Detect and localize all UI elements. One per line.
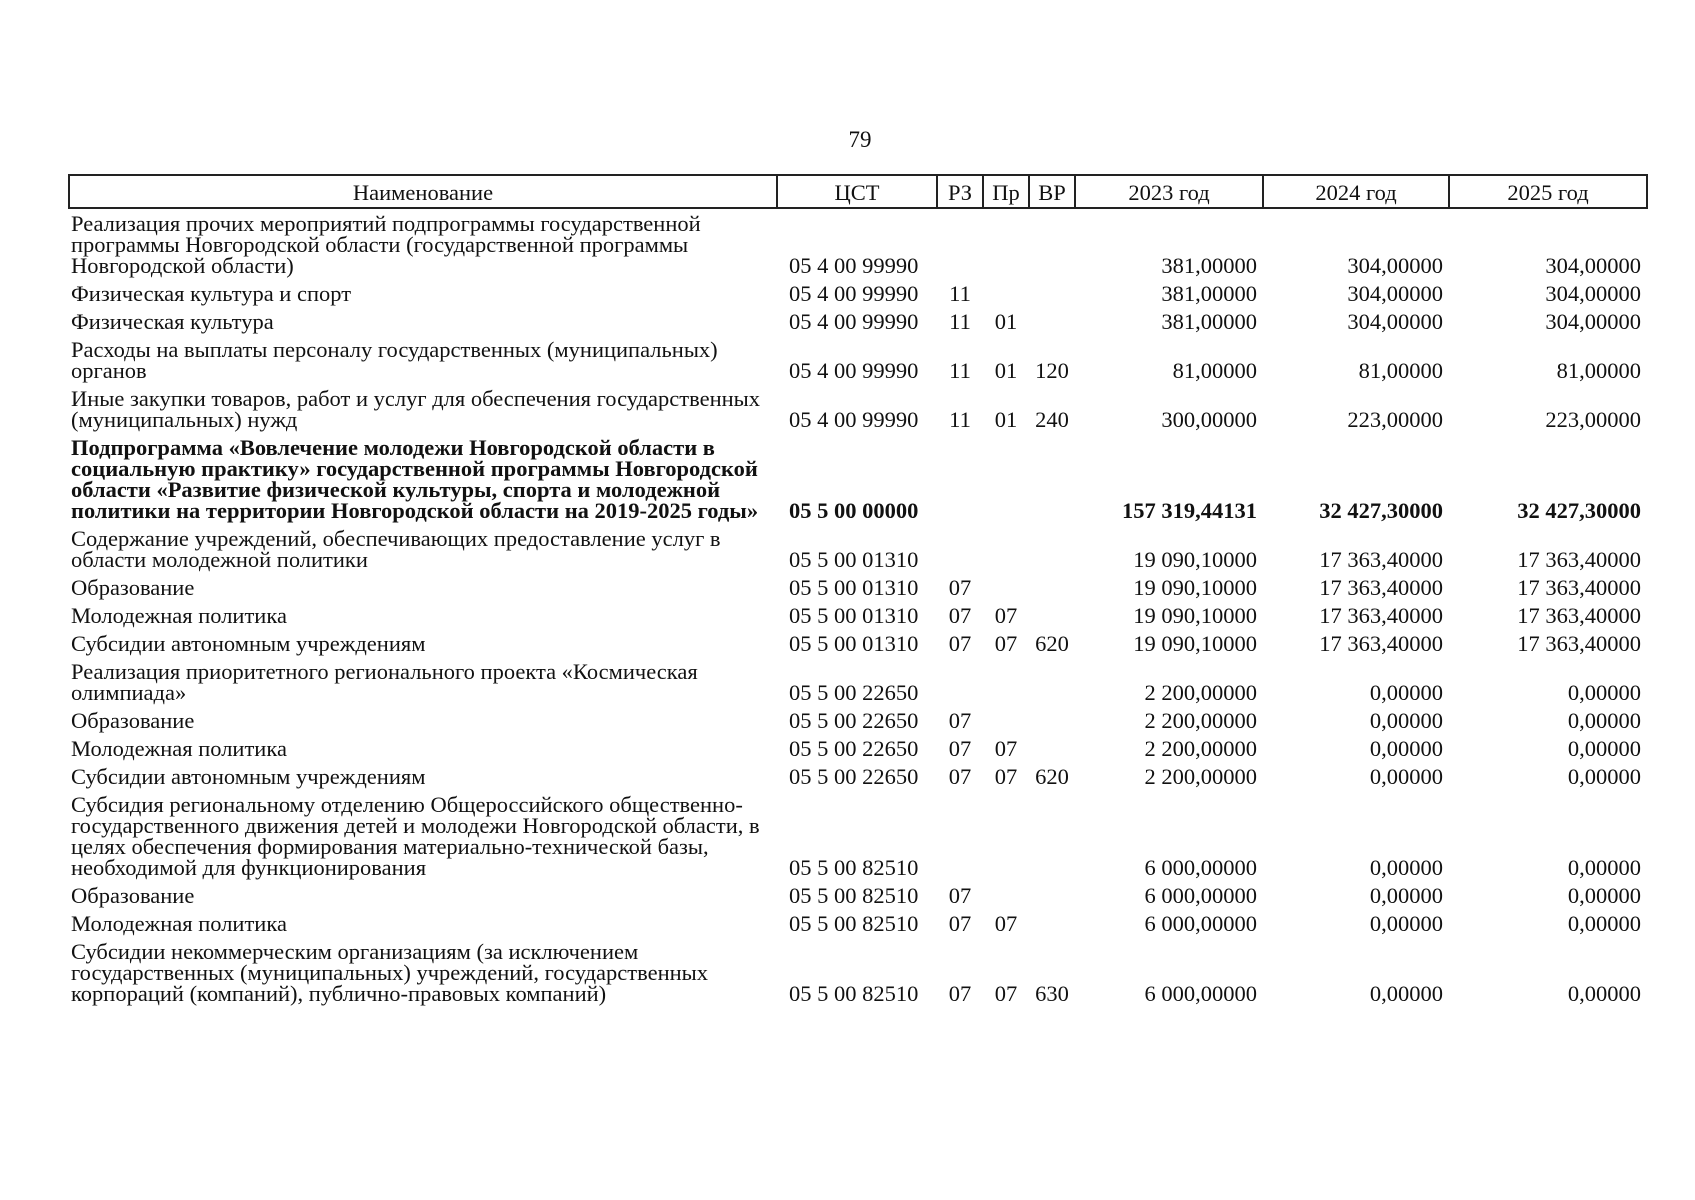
cell-rz [937, 524, 983, 573]
cell-rz: 07 [948, 764, 972, 789]
cell-2025: 0,00000 [1567, 764, 1641, 789]
cell-2023: 6 000,00000 [1144, 911, 1257, 936]
cell-2024: 0,00000 [1369, 883, 1443, 908]
cell-rz: 07 [948, 575, 972, 600]
cell-2023: 2 200,00000 [1144, 736, 1257, 761]
cell-pr [983, 208, 1029, 279]
table-row [69, 433, 1647, 524]
cell-2025: 17 363,40000 [1517, 631, 1641, 656]
cell-vr [1029, 657, 1075, 706]
budget-table [68, 174, 1648, 1007]
cell-name: Образование [71, 708, 195, 733]
cell-2023: 300,00000 [1161, 407, 1257, 432]
cell-2024: 304,00000 [1347, 281, 1443, 306]
cell-2025: 304,00000 [1545, 281, 1641, 306]
table-row [69, 524, 1647, 573]
cell-2024: 223,00000 [1347, 407, 1443, 432]
cell-rz: 07 [948, 708, 972, 733]
cell-2023: 2 200,00000 [1144, 764, 1257, 789]
cell-vr: 240 [1035, 407, 1069, 432]
cell-pr: 07 [994, 764, 1018, 789]
cell-vr [1029, 881, 1075, 909]
table-row [69, 657, 1647, 706]
table-header [69, 175, 1647, 208]
cell-pr: 07 [994, 736, 1018, 761]
cell-2023: 19 090,10000 [1133, 631, 1257, 656]
cell-name: Физическая культура [71, 309, 274, 334]
cell-name: Молодежная политика [71, 603, 287, 628]
cell-name: Образование [71, 883, 195, 908]
cell-pr: 07 [994, 981, 1018, 1006]
cell-vr [1029, 279, 1075, 307]
cell-rz [937, 208, 983, 279]
cell-rz: 07 [948, 883, 972, 908]
cell-vr [1029, 790, 1075, 881]
cell-vr: 620 [1035, 631, 1069, 656]
cell-cst: 05 5 00 01310 [789, 631, 919, 656]
cell-cst: 05 4 00 99990 [789, 407, 919, 432]
header-cst: ЦСТ [777, 175, 937, 208]
table-row [69, 762, 1647, 790]
table-row [69, 208, 1647, 279]
table-row [69, 881, 1647, 909]
cell-cst: 05 5 00 82510 [789, 883, 919, 908]
cell-name: Молодежная политика [71, 736, 287, 761]
table-row [69, 734, 1647, 762]
cell-name: Образование [71, 575, 195, 600]
cell-2023: 381,00000 [1161, 281, 1257, 306]
cell-2023: 381,00000 [1161, 309, 1257, 334]
cell-name: Субсидии автономным учреждениям [71, 631, 426, 656]
table-row [69, 573, 1647, 601]
cell-pr [983, 279, 1029, 307]
header-rz: РЗ [937, 175, 983, 208]
cell-cst: 05 5 00 22650 [789, 680, 919, 705]
cell-2024: 81,00000 [1358, 358, 1443, 383]
cell-vr [1029, 524, 1075, 573]
cell-pr [983, 706, 1029, 734]
cell-pr: 07 [994, 911, 1018, 936]
cell-vr [1029, 909, 1075, 937]
cell-2024: 0,00000 [1369, 981, 1443, 1006]
cell-2025: 0,00000 [1567, 855, 1641, 880]
cell-rz: 07 [948, 911, 972, 936]
table-row [69, 279, 1647, 307]
cell-rz: 07 [948, 603, 972, 628]
cell-2023: 157 319,44131 [1122, 498, 1257, 523]
cell-2025: 223,00000 [1545, 407, 1641, 432]
table-row [69, 307, 1647, 335]
cell-pr [983, 524, 1029, 573]
cell-vr [1029, 433, 1075, 524]
cell-pr [983, 573, 1029, 601]
cell-cst: 05 5 00 82510 [789, 855, 919, 880]
cell-2025: 304,00000 [1545, 309, 1641, 334]
cell-2025: 17 363,40000 [1517, 547, 1641, 572]
header-row [69, 175, 1647, 208]
cell-2023: 19 090,10000 [1133, 603, 1257, 628]
cell-2023: 2 200,00000 [1144, 708, 1257, 733]
cell-cst: 05 5 00 01310 [789, 575, 919, 600]
cell-pr [983, 433, 1029, 524]
cell-cst: 05 4 00 99990 [789, 253, 919, 278]
cell-2024: 17 363,40000 [1319, 547, 1443, 572]
table-row [69, 790, 1647, 881]
cell-pr: 01 [994, 309, 1018, 334]
cell-2023: 81,00000 [1172, 358, 1257, 383]
cell-2024: 304,00000 [1347, 253, 1443, 278]
cell-2025: 0,00000 [1567, 680, 1641, 705]
table-row [69, 629, 1647, 657]
cell-vr: 620 [1035, 764, 1069, 789]
cell-name: Подпрограмма «Вовлечение молодежи Новгородской области в социальную практику» государственной программы Новгородской области «Развитие физической культуры, спорта и молодежной политики на территории Новгородской области на 2019-2025 годы» [71, 435, 759, 523]
cell-2025: 17 363,40000 [1517, 603, 1641, 628]
cell-rz [937, 790, 983, 881]
header-name: Наименование [69, 175, 777, 208]
cell-pr: 01 [994, 358, 1018, 383]
cell-2025: 32 427,30000 [1517, 498, 1641, 523]
cell-2024: 0,00000 [1369, 708, 1443, 733]
header-pr: Пр [983, 175, 1029, 208]
table-row [69, 335, 1647, 384]
cell-cst: 05 5 00 01310 [789, 547, 919, 572]
cell-name: Молодежная политика [71, 911, 287, 936]
cell-2025: 304,00000 [1545, 253, 1641, 278]
cell-cst: 05 5 00 22650 [789, 708, 919, 733]
cell-vr: 630 [1035, 981, 1069, 1006]
cell-2023: 6 000,00000 [1144, 883, 1257, 908]
cell-pr: 07 [994, 631, 1018, 656]
cell-cst: 05 5 00 82510 [789, 981, 919, 1006]
cell-pr: 01 [994, 407, 1018, 432]
cell-2025: 0,00000 [1567, 736, 1641, 761]
cell-2025: 0,00000 [1567, 911, 1641, 936]
cell-name: Реализация приоритетного регионального проекта «Космическая олимпиада» [71, 659, 698, 705]
cell-2024: 0,00000 [1369, 911, 1443, 936]
header-vr: ВР [1029, 175, 1075, 208]
cell-vr [1029, 706, 1075, 734]
table-row [69, 706, 1647, 734]
cell-cst: 05 5 00 01310 [789, 603, 919, 628]
cell-2024: 0,00000 [1369, 855, 1443, 880]
cell-2024: 17 363,40000 [1319, 575, 1443, 600]
table-row [69, 384, 1647, 433]
table-row [69, 601, 1647, 629]
cell-name: Содержание учреждений, обеспечивающих предоставление услуг в области молодежной политики [71, 526, 721, 572]
cell-name: Субсидии автономным учреждениям [71, 764, 426, 789]
cell-vr [1029, 601, 1075, 629]
header-2023: 2023 год [1075, 175, 1263, 208]
cell-name: Иные закупки товаров, работ и услуг для обеспечения государственных (муниципальных) нужд [71, 386, 761, 432]
cell-2025: 81,00000 [1556, 358, 1641, 383]
cell-rz: 11 [949, 407, 971, 432]
cell-rz: 11 [949, 281, 971, 306]
cell-2023: 2 200,00000 [1144, 680, 1257, 705]
cell-2024: 17 363,40000 [1319, 603, 1443, 628]
page-number: 79 [848, 127, 872, 152]
cell-2025: 0,00000 [1567, 981, 1641, 1006]
cell-rz: 11 [949, 358, 971, 383]
cell-2025: 0,00000 [1567, 883, 1641, 908]
cell-2023: 6 000,00000 [1144, 981, 1257, 1006]
cell-name: Расходы на выплаты персоналу государственных (муниципальных) органов [71, 337, 718, 383]
cell-rz: 11 [949, 309, 971, 334]
cell-vr [1029, 573, 1075, 601]
cell-vr [1029, 734, 1075, 762]
cell-vr [1029, 208, 1075, 279]
cell-vr [1029, 307, 1075, 335]
cell-pr [983, 790, 1029, 881]
cell-cst: 05 5 00 22650 [789, 764, 919, 789]
cell-name: Субсидия региональному отделению Общероссийского общественно-государственного движения детей и молодежи Новгородской области, в целях обеспечения формирования материально-технической базы, необходимой для функционирования [71, 792, 760, 880]
cell-2024: 0,00000 [1369, 736, 1443, 761]
cell-name: Реализация прочих мероприятий подпрограммы государственной программы Новгородской области (государственной программы Новгородской области) [71, 211, 701, 278]
cell-rz: 07 [948, 981, 972, 1006]
cell-cst: 05 5 00 00000 [789, 498, 919, 523]
cell-2024: 0,00000 [1369, 680, 1443, 705]
cell-2023: 381,00000 [1161, 253, 1257, 278]
cell-pr [983, 657, 1029, 706]
cell-cst: 05 4 00 99990 [789, 358, 919, 383]
cell-name: Субсидии некоммерческим организациям (за исключением государственных (муниципальных) учреждений, государственных корпораций (компаний), публично-правовых компаний) [71, 939, 709, 1006]
cell-vr: 120 [1035, 358, 1069, 383]
cell-cst: 05 4 00 99990 [789, 309, 919, 334]
cell-2023: 6 000,00000 [1144, 855, 1257, 880]
cell-2024: 32 427,30000 [1319, 498, 1443, 523]
cell-2025: 17 363,40000 [1517, 575, 1641, 600]
cell-2025: 0,00000 [1567, 708, 1641, 733]
cell-2023: 19 090,10000 [1133, 547, 1257, 572]
cell-rz [937, 433, 983, 524]
header-2024: 2024 год [1263, 175, 1449, 208]
table-row [69, 909, 1647, 937]
cell-rz: 07 [948, 736, 972, 761]
cell-2024: 0,00000 [1369, 764, 1443, 789]
cell-cst: 05 5 00 82510 [789, 911, 919, 936]
cell-2023: 19 090,10000 [1133, 575, 1257, 600]
cell-pr [983, 881, 1029, 909]
cell-2024: 304,00000 [1347, 309, 1443, 334]
cell-rz: 07 [948, 631, 972, 656]
cell-name: Физическая культура и спорт [71, 281, 352, 306]
cell-cst: 05 5 00 22650 [789, 736, 919, 761]
cell-rz [937, 657, 983, 706]
header-2025: 2025 год [1449, 175, 1647, 208]
cell-cst: 05 4 00 99990 [789, 281, 919, 306]
cell-pr: 07 [994, 603, 1018, 628]
table-body [69, 208, 1647, 1007]
cell-2024: 17 363,40000 [1319, 631, 1443, 656]
table-row [69, 937, 1647, 1007]
